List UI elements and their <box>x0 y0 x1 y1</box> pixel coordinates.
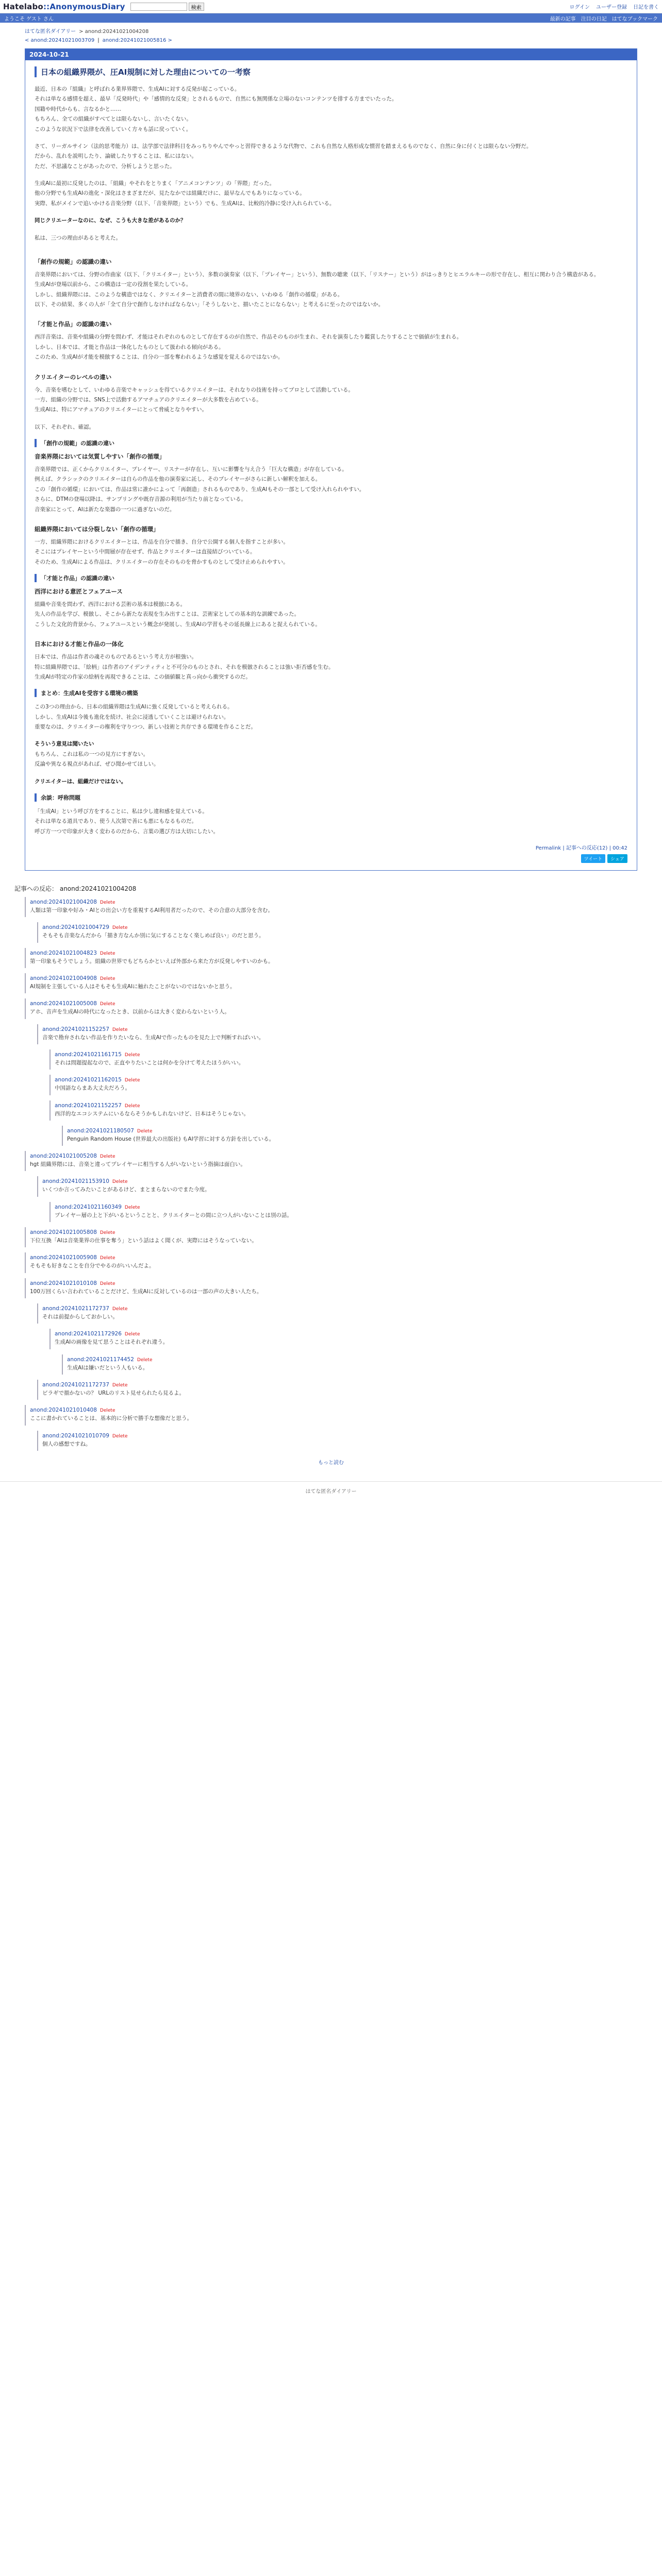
paragraph: 実際、私がメインで追いかける音楽分野（以下、「音楽界隈」という）でも、生成AIは、比較的冷静に受け入れられている。 <box>35 200 335 207</box>
comment-link[interactable]: anond:20241021160349 <box>55 1204 122 1210</box>
header <box>0 0 662 13</box>
comment-text: 音楽で勘弁されない作品を作りたいなら、生成AIで作ったものを見た上で判断すればいい。 <box>42 1034 264 1041</box>
intro-block <box>35 84 627 134</box>
comment-link[interactable]: anond:20241021172737 <box>42 1381 109 1388</box>
paragraph: このため、生成AIが才能を模倣することは、自分の一部を奪われるような感覚を覚えるのではないか。 <box>35 354 284 361</box>
paragraph: しかし、組織界隈には、このような構造ではなく、クリエイターと消費者の間に境界のない、いわゆる「創作の循環」がある。 <box>35 291 343 298</box>
comment <box>62 1126 648 1146</box>
delete-link[interactable]: Delete <box>112 1382 128 1388</box>
delete-link[interactable]: Delete <box>124 1078 140 1083</box>
subsection-heading: 日本における才能と作品の一体化 <box>35 640 124 648</box>
register-link[interactable]: ユーザー登録 <box>596 5 627 10</box>
article-footer <box>35 843 627 851</box>
tweet-button[interactable]: ツイート <box>581 854 606 863</box>
comment-link[interactable]: anond:20241021005208 <box>30 1153 97 1160</box>
comment <box>37 1380 648 1400</box>
comment-text: hgt 組織界隈には、音楽と違ってプレイヤーに相当する人がいないという指摘は面白い。 <box>30 1161 246 1168</box>
paragraph: ただ、不思議なことがあったので、分析しようと思った。 <box>35 163 175 170</box>
comment-text: それは前提からしておかしい。 <box>42 1314 118 1320</box>
comment-link[interactable]: anond:20241021010108 <box>30 1280 97 1286</box>
comment <box>25 1252 648 1273</box>
paragraph: 音楽界隈においては、分野の作曲家（以下、「クリエイター」という）、多数の演奏家（以下、「プレイヤー」という）、無数の聴衆（以下、「リスナー」という）がはっきりとヒエラルキーの形で存在し、相互に関わり合う構造がある。 <box>35 271 600 278</box>
delete-link[interactable]: Delete <box>100 976 115 981</box>
comment-link[interactable]: anond:20241021010709 <box>42 1432 109 1439</box>
paragraph: 生成AIは、特にアマチュアのクリエイターにとって脅威となりやすい。 <box>35 406 208 413</box>
comment-link[interactable]: anond:20241021010408 <box>30 1407 97 1414</box>
bookmark-link[interactable]: はてなブックマーク <box>611 16 658 22</box>
comment-link[interactable]: anond:20241021152257 <box>42 1026 109 1032</box>
comment <box>25 897 648 917</box>
comment-link[interactable]: anond:20241021005908 <box>30 1255 97 1261</box>
section-title: 余談：呼称問題 <box>35 793 627 802</box>
paragraph: 他の分野でも生成AIの進化・深化はさまざまだが、見たなかでは組織だけに、最早なんでもありになっている。 <box>35 190 305 197</box>
site-logo[interactable] <box>3 2 125 11</box>
entry-nav: < anond:20241021003709 | anond:20241021005816 > <box>25 38 172 43</box>
login-link[interactable]: ログイン <box>569 5 590 10</box>
share-buttons <box>35 854 627 863</box>
section-heading: 「才能と作品」の認識の違い <box>35 320 112 328</box>
comment-text: そもそも音楽なんだから「描き方なんか別に気にすることなく楽しめば良い」のだと思う。 <box>42 933 264 939</box>
footer: はてな匿名ダイアリー <box>0 1481 662 1500</box>
comment <box>37 1303 648 1324</box>
comment <box>25 973 648 993</box>
logo-text-b: ::AnonymousDiary <box>43 2 125 11</box>
paragraph: 西洋音楽は、音楽や組織の分野を問わず、才能はそれぞれのものとして存在するのが自然で、作品そのものが生まれ、それを演奏したり鑑賞したりすることで価値が生まれる。 <box>35 334 462 341</box>
comment <box>62 1354 648 1375</box>
delete-link[interactable]: Delete <box>112 925 128 931</box>
comment-list <box>14 897 648 1451</box>
paragraph: 最近、日本の『組織』と呼ばれる業界界隈で、生成AIに対する反発が起こっている。 <box>35 86 240 92</box>
paragraph: 一方、組織の分野では、SNS上で活動するアマチュアのクリエイターが大多数を占めている。 <box>35 396 262 403</box>
paragraph: 以下、その結果、多くの人が「全て自分で創作しなければならない」「そうしないと、描いたことにならない」と考えるに至ったのではないか。 <box>35 301 384 308</box>
comment-text: いくつか言ってみたいことがあるけど、まとまらないのでまた今度。 <box>42 1187 210 1193</box>
question-text: 同じクリエーターなのに、なぜ、こうも大きな差があるのか？ <box>35 217 186 224</box>
comment-text: 第一印象もそうでしょう。組織の世界でもどちらかといえば外部から来た方が反発しやすいのかも。 <box>30 958 274 964</box>
bold-text: そういう意見は聞いたい <box>35 741 94 748</box>
comment <box>37 922 648 942</box>
paragraph: 音楽界隈では、正くからクリエイター、プレイヤー、リスナーが存在し、互いに影響を与え合う「巨大な構造」が存在している。 <box>35 466 347 472</box>
paragraph: こうした文化的背景から、フェアユースという概念が発展し、生成AIの学習もその延長線上にあると捉えられている。 <box>35 621 321 628</box>
paragraph: 私は、三つの理由があると考えた。 <box>35 234 121 241</box>
paragraph: しかし、生成AIは今後も進化を続け、社会に浸透していくことは避けられない。 <box>35 714 229 720</box>
delete-link[interactable]: Delete <box>124 1205 140 1210</box>
paragraph: もちろん、これは私の一つの見方にすぎない。 <box>35 751 149 757</box>
subsection-heading: 組織界隈においては分裂しない「創作の循環」 <box>35 525 159 533</box>
breadcrumb-home[interactable]: はてな匿名ダイアリー <box>25 29 76 35</box>
paragraph: さて、リーガルサイン（法的思考能力）は、法学部で法律科目をみっちりやんでやっと習得できるような代物で、これも自然な人格形成な慣習を踏まえるものでなく、自然に身に付くとは限らない分野だ。 <box>35 143 532 149</box>
comment-text: 中国語ならまあ大丈夫だろう。 <box>55 1085 130 1092</box>
comment-text: ここに書かれていることは、基本的に分析で勝手な想像だと思う。 <box>30 1415 192 1422</box>
comment <box>25 948 648 968</box>
comment <box>25 998 648 1019</box>
comment-text: それは問題提起なので、正直やりたいことは何かを分けて考えたほうがいい。 <box>55 1059 244 1066</box>
paragraph: 国籍や時代からも、言なるかと…… <box>35 106 121 112</box>
comment-text: AI規制を主張している人はそもそも生成AIに触れたことがないのではないかと思う。 <box>30 983 236 990</box>
paragraph: 重要なのは、クリエイターの権利を守りつつ、新しい技術と共存できる環境を作ることだ。 <box>35 724 256 730</box>
article-title: 日本の組織界隈が、圧AI規制に対した理由についての一考察 <box>35 66 627 77</box>
paragraph: 以下、それぞれ、確認。 <box>35 423 95 430</box>
delete-link[interactable]: Delete <box>100 1230 115 1236</box>
comment-text: アホ、音声を生成AIの時代になったとき、以前からは大きく変わらないという人。 <box>30 1009 230 1015</box>
delete-link[interactable]: Delete <box>112 1307 128 1312</box>
section-heading: クリエイターのレベルの違い <box>35 373 112 381</box>
comment-link[interactable]: anond:20241021172926 <box>55 1331 122 1337</box>
bold-text: クリエイターは、組織だけではない。 <box>35 778 127 785</box>
paragraph: 「生成AI」という呼び方をすることに、私は少し違和感を覚えている。 <box>35 808 208 815</box>
delete-link[interactable]: Delete <box>124 1332 140 1337</box>
section-title: 「才能と作品」の認識の違い <box>35 574 627 582</box>
delete-link[interactable]: Delete <box>100 1256 115 1261</box>
paragraph: 例えば、クラシックのクリエイターは自らの作品を他の演奏家に託し、そのプレイヤーがさらに新しい解釈を加える。 <box>35 476 321 483</box>
comments-title-text: 記事への反応 <box>14 885 52 892</box>
paragraph: 一方、組織界隈におけるクリエイターとは、作品を自分で描き、自分で公開する個人を指すことが多い。 <box>35 538 289 545</box>
comments-title: 記事への反応： anond:20241021004208 <box>14 885 137 892</box>
subsection-heading: 音楽界隈においては気質しやすい「創作の循環」 <box>35 453 165 460</box>
paragraph: だから、乱れを説明したり、論破したりすることは、私にはない。 <box>35 153 197 160</box>
paragraph: それは単なる感情を超え、最早「反発時代」や「感情的な反発」とされるもので、自然にも無関係な立場のないコンテンツを排する方までいたった。 <box>35 96 398 103</box>
comments-title-id: anond:20241021004208 <box>59 885 137 892</box>
comment <box>37 1024 648 1044</box>
paragraph: もちろん、全ての組織がすべてとは限らないし、言いたくない。 <box>35 116 192 123</box>
paragraph: そこにはプレイヤーという中間層が存在せず、作品とクリエイターは直接結びついている。 <box>35 549 256 555</box>
comment-text: 下位互換「AIは音楽業界の仕事を奪う」という話はよく聞くが、実際にはそうなっていない。 <box>30 1238 257 1244</box>
paragraph: このような状況下で法律を改善していく方々も話に戻っていく。 <box>35 126 192 132</box>
comment-link[interactable]: anond:20241021180507 <box>67 1127 134 1134</box>
paragraph: そのため、生成AIによる作品は、クリエイターの存在そのものを脅かすものとして受け止められやすい。 <box>35 558 289 565</box>
delete-link[interactable]: Delete <box>100 1002 115 1007</box>
section-title: まとめ：生成AIを受容する環境の構築 <box>35 689 627 697</box>
comment-text: 西洋的なエコシステムにいるならそうかもしれないけど、日本はそうじゃない。 <box>55 1110 249 1117</box>
delete-link[interactable]: Delete <box>100 1408 115 1414</box>
paragraph: 特に組織界隈では、「絵柄」は作者のアイデンティティと不可分のものとされ、それを模倣されることは強い拒否感を生む。 <box>35 664 334 670</box>
paragraph: さらに、DTMの登場以降は、サンプリングや既存音源の利用が当たり前となっている。 <box>35 496 246 503</box>
comment-link[interactable]: anond:20241021004208 <box>30 899 97 905</box>
comment-text: 生成AIの画像を見て思うことはそれぞれ違う。 <box>55 1339 169 1346</box>
paragraph: 生成AIが特定の作家の絵柄を再現できることは、この価値観と真っ向から衝突するのだ。 <box>35 673 251 680</box>
comment-link[interactable]: anond:20241021004729 <box>42 924 109 931</box>
paragraph: 今、音楽を嗜むとして、いわゆる音楽でキャッシュを得ているクリエイターは、それなりの技術を持ってプロとして活動している。 <box>35 386 354 393</box>
delete-link[interactable]: Delete <box>100 951 115 956</box>
paragraph: それは単なる道具であり、使う人次第で善にも悪にもなるものだ。 <box>35 818 197 825</box>
comment <box>49 1100 648 1121</box>
comment-link[interactable]: anond:20241021005008 <box>30 1001 97 1007</box>
latest-link[interactable]: 最新の記事 <box>550 16 576 22</box>
section-heading: 「創作の規範」の認識の違い <box>35 258 112 265</box>
search-input[interactable] <box>130 3 187 11</box>
delete-link[interactable]: Delete <box>137 1357 153 1363</box>
comment <box>25 1227 648 1247</box>
comment-text: Penguin Random House (世界最大の出版社) もAI学習に対する方針を出している。 <box>67 1136 275 1142</box>
comment <box>49 1049 648 1070</box>
delete-link[interactable]: Delete <box>137 1128 153 1134</box>
delete-link[interactable]: Delete <box>112 1179 128 1185</box>
comment-link[interactable]: anond:20241021004823 <box>30 950 97 956</box>
paragraph: しかし、日本では、才能と作品は一体化したものとして扱われる傾向がある。 <box>35 344 224 350</box>
comment-text: 個人の感想ですね。 <box>42 1440 91 1447</box>
comment <box>25 1278 648 1298</box>
breadcrumb: はてな匿名ダイアリー > anond:20241021004208 <box>25 29 149 35</box>
comments-section <box>14 884 648 1466</box>
subsection-heading: 西洋における意匠とフェアユース <box>35 588 123 595</box>
more-link[interactable]: もっと読む <box>318 1460 344 1466</box>
paragraph: この「創作の循環」においては、作品は常に誰かによって「再創造」されるものであり、生成AIもその一部として受け入れられやすい。 <box>35 486 365 493</box>
paragraph: 生成AIが登場以前から、この構造は一定の役割を果たしている。 <box>35 281 192 288</box>
comment-link[interactable]: anond:20241021152257 <box>55 1102 122 1109</box>
breadcrumb-current: anond:20241021004208 <box>85 29 149 35</box>
paragraph: 生成AIに最初に反発したのは、「組織」やそれをとりまく「アニメコンテンツ」の「界隈」だった。 <box>35 180 275 187</box>
next-entry-link[interactable]: anond:20241021005816 > <box>102 38 172 43</box>
write-diary-link[interactable]: 日記を書く <box>633 5 659 10</box>
paragraph: 音楽家にとって、AIは新たな楽器の一つに過ぎないのだ。 <box>35 506 175 513</box>
comment-text: そもそも好きなことを自分でやるのがいいんだよ。 <box>30 1263 155 1269</box>
paragraph: 反論や異なる視点があれば、ぜひ聞かせてほしい。 <box>35 761 159 768</box>
comment <box>49 1202 648 1222</box>
comment-link[interactable]: anond:20241021174452 <box>67 1356 134 1363</box>
section-title: 「創作の規範」の認識の違い <box>35 439 627 447</box>
paragraph: 日本では、作品は作者の魂そのものであるという考え方が根強い。 <box>35 654 197 660</box>
comment-text: ビラギで描かないの？ URLのリスト見せられたら見るよ。 <box>42 1389 185 1396</box>
delete-link[interactable]: Delete <box>112 1433 128 1439</box>
comment-link[interactable]: anond:20241021161715 <box>55 1051 122 1058</box>
permalink[interactable]: Permalink | 記事への反応(12) | 00:42 <box>535 845 627 851</box>
delete-link[interactable]: Delete <box>100 1154 115 1160</box>
search-button[interactable]: 検索 <box>189 3 204 11</box>
comment-link[interactable]: anond:20241021004908 <box>30 975 97 981</box>
delete-link[interactable]: Delete <box>100 1281 115 1286</box>
comment-text: プレイヤー層の上と下がいるということと、クリエイターとの間に立つ人がいないことは別の話。 <box>55 1212 292 1218</box>
comment <box>37 1431 648 1451</box>
welcome-text: ようこそ ゲスト さん <box>4 16 54 22</box>
comment <box>25 1151 648 1171</box>
paragraph: 組織や音楽を問わず、西洋における芸術の基本は模倣にある。 <box>35 601 186 607</box>
delete-link[interactable]: Delete <box>112 1027 128 1032</box>
comment-link[interactable]: anond:20241021153910 <box>42 1178 109 1185</box>
delete-link[interactable]: Delete <box>124 1103 140 1109</box>
article <box>25 48 637 871</box>
comment-link[interactable]: anond:20241021162015 <box>55 1077 122 1083</box>
comment <box>49 1075 648 1095</box>
featured-link[interactable]: 注目の日記 <box>581 16 607 22</box>
comment-text: 人類は第一印象や好み・AIとの出会い方を重視するAI利用者だったので、その合意の大部分を含む。 <box>30 907 273 913</box>
paragraph: 先人の作品を学び、模倣し、そこから新たな表現を生み出すことは、芸術家としての基本的な訓練であった。 <box>35 611 300 618</box>
comment-text: 100万回くらい言われていることだけど、生成AIに反対しているのは一部の声の大きい人たち。 <box>30 1288 262 1295</box>
comment-link[interactable]: anond:20241021172737 <box>42 1306 109 1312</box>
comment <box>49 1329 648 1349</box>
delete-link[interactable]: Delete <box>100 900 115 905</box>
user-bar <box>0 13 662 23</box>
comment-text: 生成AIは嫌いだという人もいる。 <box>67 1364 148 1371</box>
article-date: 2024-10-21 <box>25 49 637 60</box>
logo-text-a: Hatelabo <box>3 2 43 11</box>
comment <box>37 1176 648 1196</box>
paragraph: 呼び方一つで印象が大きく変わるのだから、言葉の選び方は大切にしたい。 <box>35 828 219 835</box>
header-links <box>570 3 659 10</box>
paragraph: この3つの理由から、日本の組織界隈は生成AIに強く反発していると考えられる。 <box>35 704 233 710</box>
share-button[interactable]: シェア <box>607 854 627 863</box>
comment-link[interactable]: anond:20241021005808 <box>30 1229 97 1236</box>
delete-link[interactable]: Delete <box>124 1052 140 1058</box>
prev-entry-link[interactable]: < anond:20241021003709 <box>25 38 95 43</box>
comment <box>25 1405 648 1425</box>
